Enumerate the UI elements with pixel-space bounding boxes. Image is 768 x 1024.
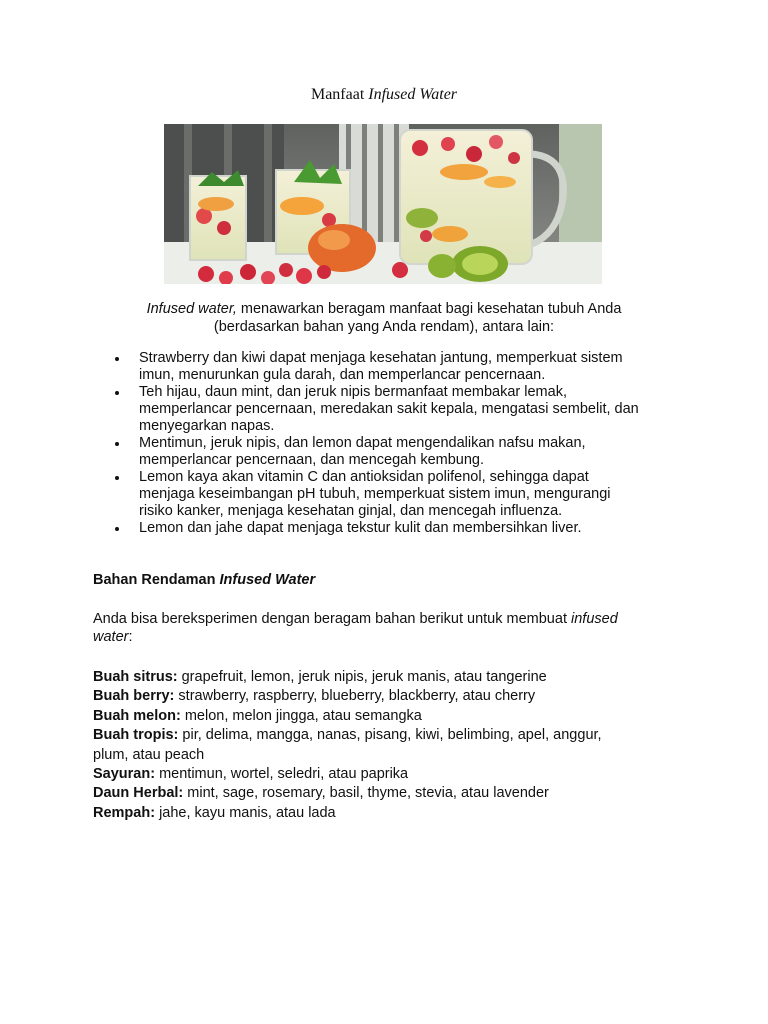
intro-emphasis: Infused water,: [146, 301, 237, 317]
ingredient-tropical-continued: plum, atau peach: [93, 746, 205, 763]
list-item: [92, 350, 692, 384]
list-item-line: menyegarkan napas.: [139, 418, 275, 434]
instructions-line-1: [93, 610, 668, 628]
ingredient-label: Buah sitrus:: [93, 669, 178, 685]
list-item-line: Strawberry dan kiwi dapat menjaga kesehatan jantung, memperkuat sistem: [139, 350, 623, 366]
list-item-line: Lemon kaya akan vitamin C dan antioksidan polifenol, sehingga dapat: [139, 469, 589, 485]
ingredient-items: jahe, kayu manis, atau lada: [155, 804, 336, 821]
instructions-emphasis: infused: [571, 611, 618, 627]
ingredient-tropical: [93, 726, 653, 745]
ingredient-citrus: [93, 668, 653, 687]
section-heading: [93, 572, 693, 588]
ingredient-items: melon, melon jingga, atau semangka: [180, 707, 422, 724]
list-item-line: Lemon dan jahe dapat menjaga tekstur kulit dan membersihkan liver.: [139, 520, 582, 536]
ingredient-items: strawberry, raspberry, blueberry, blackberry, atau cherry: [174, 688, 536, 705]
list-item-line: menjaga keseimbangan pH tubuh, memperkuat sistem imun, mengurangi: [139, 486, 611, 502]
intro-text: menawarkan beragam manfaat bagi kesehatan tubuh Anda: [236, 301, 622, 317]
list-item: [92, 469, 692, 520]
instructions-text: Anda bisa bereksperimen dengan beragam bahan berikut untuk membuat: [93, 611, 571, 627]
list-item-line: memperlancar pencernaan, dan mencegah kembung.: [139, 452, 484, 468]
list-item-line: memperlancar pencernaan, meredakan sakit kepala, mengatasi sembelit, dan: [139, 401, 639, 417]
ingredients-list: [93, 668, 653, 823]
instructions-text: :: [128, 629, 133, 645]
section-heading-text: Bahan Rendaman: [93, 572, 220, 588]
ingredient-label: Sayuran:: [93, 766, 156, 783]
ingredient-melon: [93, 707, 653, 726]
ingredient-herbs: [93, 784, 653, 803]
instructions-line-2: [93, 628, 668, 646]
ingredient-label: Daun Herbal:: [93, 785, 184, 802]
ingredient-items: mint, sage, rosemary, basil, thyme, stevia, atau lavender: [183, 785, 549, 802]
ingredient-spices: [93, 804, 653, 823]
ingredient-label: Buah melon:: [93, 707, 181, 724]
ingredient-vegetables: [93, 765, 653, 784]
intro-paragraph: [100, 300, 668, 336]
benefits-list: [92, 350, 692, 537]
instructions-paragraph: [93, 610, 668, 646]
section-heading-emphasis: Infused Water: [219, 572, 316, 588]
intro-line-2: (berdasarkan bahan yang Anda rendam), antara lain:: [213, 319, 555, 335]
page-title-text: Manfaat: [310, 86, 369, 103]
page-title-emphasis: Infused Water: [368, 86, 458, 103]
instructions-emphasis: water: [93, 629, 129, 645]
list-item-line: Mentimun, jeruk nipis, dan lemon dapat mengendalikan nafsu makan,: [139, 435, 586, 451]
ingredient-items: grapefruit, lemon, jeruk nipis, jeruk manis, atau tangerine: [177, 669, 547, 685]
ingredient-berry: [93, 687, 653, 706]
ingredient-label: Buah berry:: [93, 688, 175, 705]
ingredient-items: pir, delima, mangga, nanas, pisang, kiwi, belimbing, apel, anggur,: [178, 727, 602, 744]
ingredient-items: mentimun, wortel, seledri, atau paprika: [155, 766, 409, 783]
list-item-line: risiko kanker, menjaga kesehatan ginjal, dan mencegah influenza.: [139, 503, 563, 519]
intro-line-1: [100, 300, 668, 318]
list-item: [92, 384, 692, 435]
list-item: [92, 435, 692, 469]
ingredient-label: Rempah:: [93, 804, 156, 821]
list-item-line: imun, menurunkan gula darah, dan memperlancar pencernaan.: [139, 367, 546, 383]
page-title: [0, 86, 768, 104]
list-item: [92, 520, 692, 537]
list-item-line: Teh hijau, daun mint, dan jeruk nipis bermanfaat membakar lemak,: [139, 384, 567, 400]
ingredient-label: Buah tropis:: [93, 727, 179, 744]
infused-water-illustration: [164, 124, 602, 284]
infused-water-photo: [164, 124, 602, 284]
